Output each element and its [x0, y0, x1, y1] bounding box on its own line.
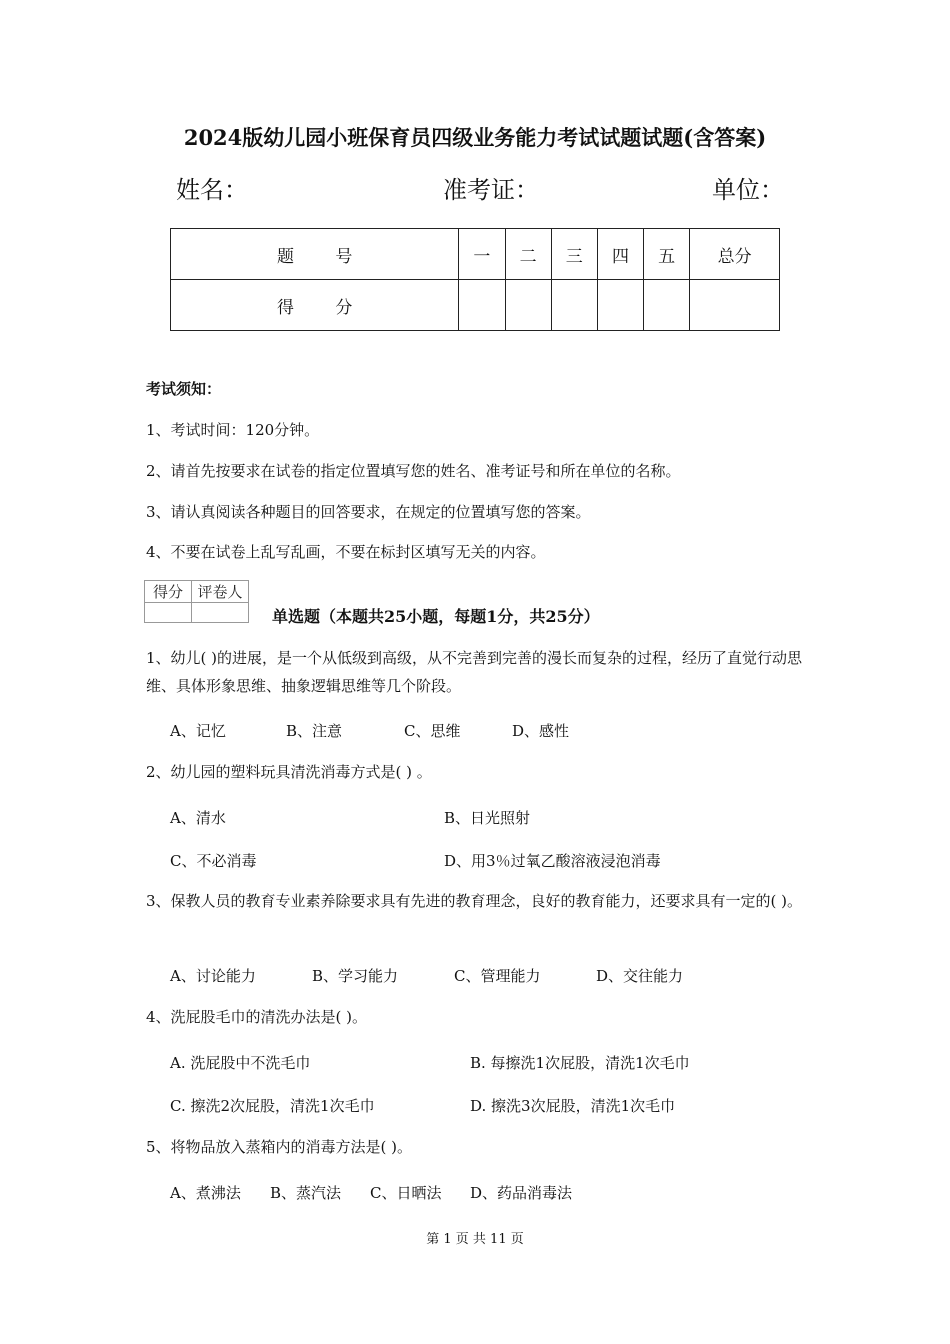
notice-heading: 考试须知：: [146, 380, 222, 398]
score-cell: [459, 280, 505, 331]
question-text: 4、洗屁股毛巾的清洗办法是( )。: [146, 1008, 368, 1026]
question-option: B、日光照射: [444, 809, 531, 827]
grader-reviewer-cell: [192, 603, 249, 623]
score-table: [170, 228, 780, 331]
notice-item: 4、不要在试卷上乱写乱画，不要在标封区填写无关的内容。: [146, 543, 546, 561]
score-cell: [690, 280, 780, 331]
notice-item: 2、请首先按要求在试卷的指定位置填写您的姓名、准考证号和所在单位的名称。: [146, 462, 681, 480]
grader-reviewer-label: 评卷人: [192, 581, 249, 603]
question-option: D. 擦洗3次屁股，清洗1次毛巾: [470, 1097, 676, 1115]
score-header-label: 题 号: [171, 229, 459, 280]
score-cell: [597, 280, 643, 331]
score-header-4: 四: [597, 229, 643, 280]
question-option: A、讨论能力: [170, 967, 256, 985]
question-option: C. 擦洗2次屁股，清洗1次毛巾: [170, 1097, 375, 1115]
score-cell: [505, 280, 551, 331]
question-text: 3、保教人员的教育专业素养除要求具有先进的教育理念，良好的教育能力，还要求具有一定的( )。: [146, 892, 803, 910]
notice-item: 1、考试时间：120分钟。: [146, 421, 320, 439]
question-option: B、学习能力: [312, 967, 399, 985]
score-row-label: 得 分: [171, 280, 459, 331]
question-option: B、蒸汽法: [270, 1184, 342, 1202]
question-text: 1、幼儿( )的进展，是一个从低级到高级，从不完善到完善的漫长而复杂的过程，经历了直觉行动思维、具体形象思维、抽象逻辑思维等几个阶段。: [146, 649, 803, 695]
grader-score-label: 得分: [145, 581, 192, 603]
question-option: A、煮沸法: [170, 1184, 241, 1202]
question-option: D、感性: [512, 722, 570, 740]
score-header-2: 二: [505, 229, 551, 280]
score-header-1: 一: [459, 229, 505, 280]
question-option: C、日晒法: [370, 1184, 442, 1202]
question-option: A、记忆: [170, 722, 226, 740]
grader-score-cell: [145, 603, 192, 623]
question-option: D、用3％过氧乙酸溶液浸泡消毒: [444, 852, 661, 870]
question-option: A、清水: [170, 809, 226, 827]
score-table-score-row: [171, 280, 780, 331]
question-option: B. 每擦洗1次屁股，清洗1次毛巾: [470, 1054, 690, 1072]
question-option: B、注意: [286, 722, 343, 740]
grader-table: [144, 580, 249, 623]
page-footer: 第 1 页 共 11 页: [426, 1232, 524, 1247]
score-cell: [551, 280, 597, 331]
question-text: 5、将物品放入蒸箱内的消毒方法是( )。: [146, 1138, 413, 1156]
score-header-3: 三: [551, 229, 597, 280]
question-option: C、管理能力: [454, 967, 541, 985]
section-title: 单选题（本题共25小题，每题1分，共25分）: [272, 607, 600, 626]
question-option: A. 洗屁股中不洗毛巾: [170, 1054, 311, 1072]
question-option: D、药品消毒法: [470, 1184, 573, 1202]
score-header-5: 五: [644, 229, 690, 280]
notice-item: 3、请认真阅读各种题目的回答要求，在规定的位置填写您的答案。: [146, 503, 591, 521]
score-header-total: 总分: [690, 229, 780, 280]
score-table-header-row: [171, 229, 780, 280]
question-option: C、不必消毒: [170, 852, 257, 870]
unit-field-label: 单位：: [712, 176, 784, 204]
question-text: 2、幼儿园的塑料玩具清洗消毒方式是( ) 。: [146, 763, 432, 781]
exam-id-field-label: 准考证：: [443, 176, 539, 204]
name-field-label: 姓名：: [176, 176, 248, 204]
page-title: 2024版幼儿园小班保育员四级业务能力考试试题试题(含答案): [183, 125, 767, 150]
question-option: D、交往能力: [596, 967, 684, 985]
question-option: C、思维: [404, 722, 461, 740]
score-cell: [644, 280, 690, 331]
